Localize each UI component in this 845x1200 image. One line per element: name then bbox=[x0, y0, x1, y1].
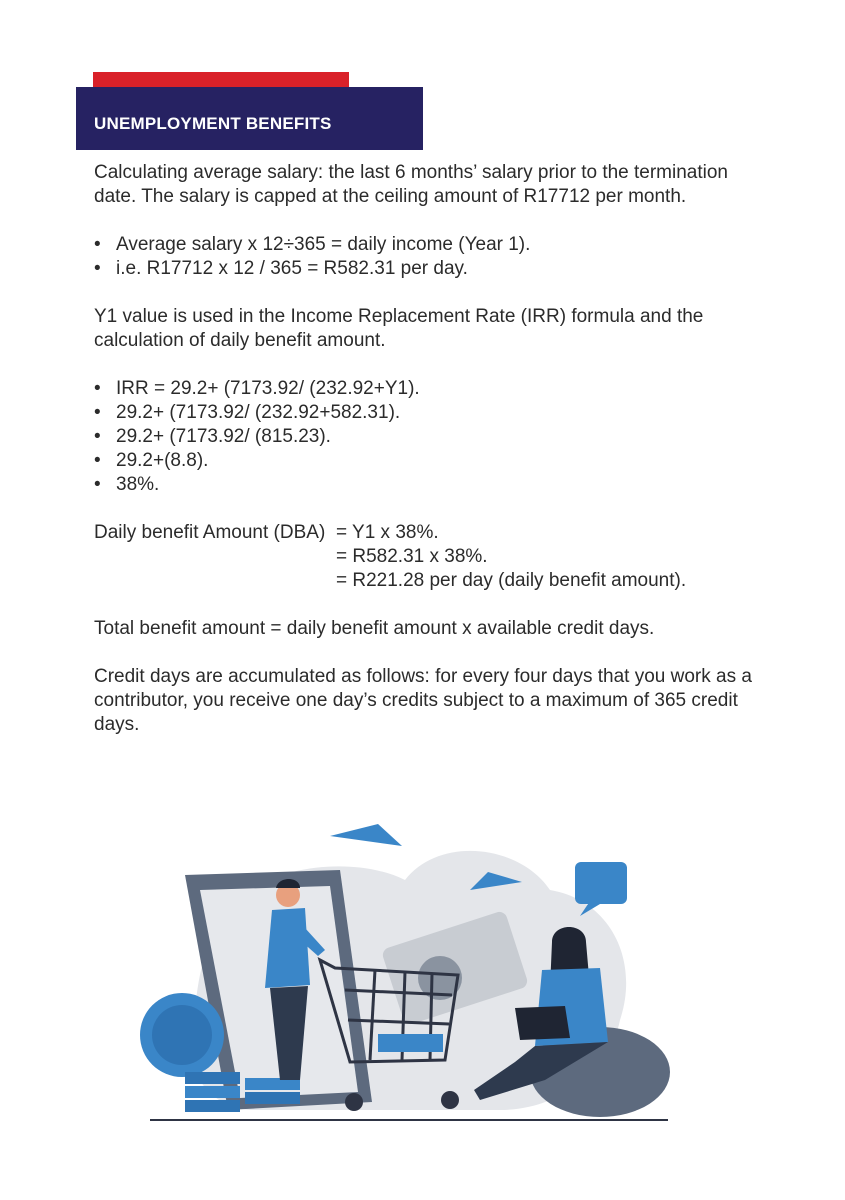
list-item: • IRR = 29.2+ (7173.92/ (232.92+Y1). bbox=[94, 377, 774, 401]
section-title: UNEMPLOYMENT BENEFITS bbox=[94, 114, 332, 133]
dba-label: Daily benefit Amount (DBA) bbox=[94, 522, 326, 543]
list-item: • 29.2+(8.8). bbox=[94, 449, 774, 473]
dba-calculation bbox=[94, 521, 774, 593]
laptop-icon bbox=[515, 1006, 570, 1040]
list-item: • 38%. bbox=[94, 473, 774, 497]
speech-bubble-icon bbox=[575, 862, 627, 904]
irr-bullet-list bbox=[94, 377, 774, 497]
man-body bbox=[265, 908, 310, 988]
body-content bbox=[94, 161, 774, 737]
intro-paragraph: Calculating average salary: the last 6 months’ salary prior to the termination date. The salary is capped at the ceiling amount of R17712 per month. bbox=[94, 162, 728, 207]
coin-stack-icon bbox=[185, 1072, 240, 1084]
list-item: • 29.2+ (7173.92/ (815.23). bbox=[94, 425, 774, 449]
list-item: • Average salary x 12÷365 = daily income (Year 1). bbox=[94, 233, 774, 257]
cart-wheel bbox=[345, 1093, 363, 1111]
list-item: • 29.2+ (7173.92/ (232.92+582.31). bbox=[94, 401, 774, 425]
cart-wheel bbox=[441, 1091, 459, 1109]
credit-days-paragraph: Credit days are accumulated as follows: for every four days that you work as a contributor, you receive one day’s credits subject to a maximum of 365 credit days. bbox=[94, 666, 752, 735]
dba-line: = Y1 x 38%. bbox=[336, 522, 439, 543]
online-shopping-illustration bbox=[140, 810, 680, 1130]
irr-intro-paragraph: Y1 value is used in the Income Replacement Rate (IRR) formula and the calculation of daily benefit amount. bbox=[94, 306, 704, 351]
paper-plane-icon bbox=[330, 824, 402, 846]
salary-bullet-list bbox=[94, 233, 774, 281]
total-benefit-paragraph: Total benefit amount = daily benefit amount x available credit days. bbox=[94, 618, 655, 639]
list-item: • i.e. R17712 x 12 / 365 = R582.31 per day. bbox=[94, 257, 774, 281]
dba-line: = R221.28 per day (daily benefit amount). bbox=[336, 570, 687, 591]
dba-line: = R582.31 x 38%. bbox=[336, 546, 488, 567]
